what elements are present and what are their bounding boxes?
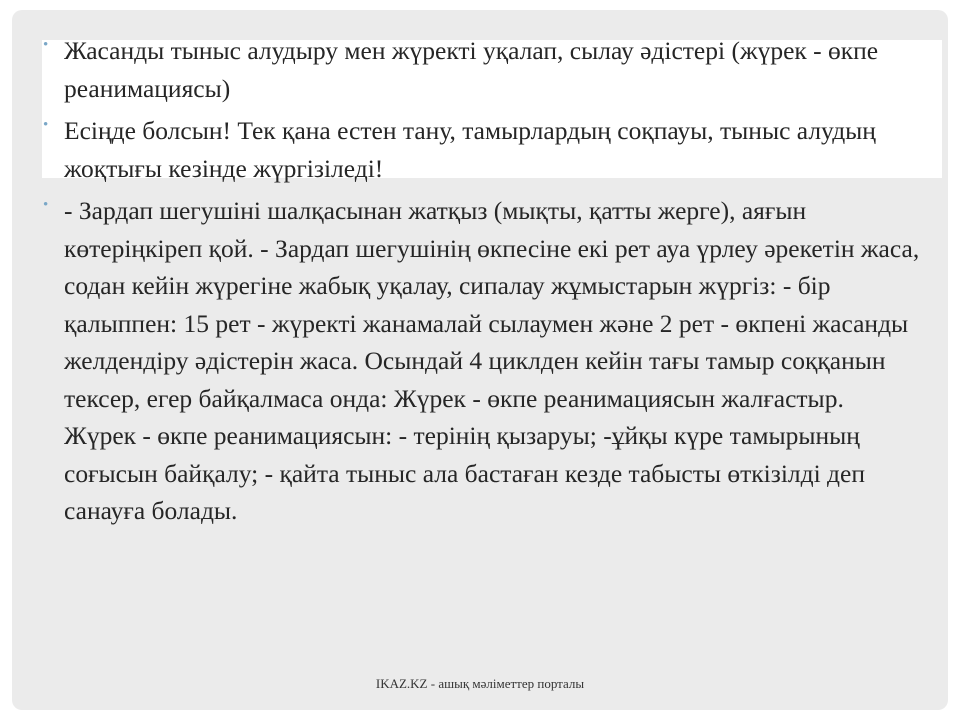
bullet-item-3 bbox=[42, 192, 922, 530]
bullet-marker: • bbox=[43, 197, 49, 213]
bullet-list bbox=[42, 32, 922, 535]
content-area bbox=[12, 10, 948, 710]
bullet-text-1: Жасанды тыныс алудыру мен жүректі уқалап, сылау әдістері (жүрек - өкпе реанимациясы) bbox=[64, 36, 879, 103]
bullet-text-2: Есіңде болсын! Тек қана естен тану, тамырлардың соқпауы, тыныс алудың жоқтығы кезінде жүргізіледі! bbox=[64, 116, 876, 183]
bullet-item-2 bbox=[42, 112, 922, 187]
slide-content-panel bbox=[12, 10, 948, 710]
bullet-marker: • bbox=[43, 37, 49, 53]
bullet-text-3: - Зардап шегушіні шалқасынан жатқыз (мықты, қатты жерге), аяғын көтеріңкіреп қой. - Зардап шегушінің өкпесіне екі рет ауа үрлеу әрекетін жаса, содан кейін жүрегіне жабық уқалау, сипалау жұмыстарын жүргіз: - бір қалыппен: 15 рет - жүректі жанамалай сылаумен және 2 рет - өкпені жасанды желдендіру әдістерін жаса. Осындай 4 циклден кейін тағы тамыр соққанын тексер, егер байқалмаса онда: Жүрек - өкпе реанимациясын жалғастыр. Жүрек - өкпе реанимациясын: - терінің қызаруы; -ұйқы күре тамырының соғысын байқалу; - қайта тыныс ала бастаған кезде табысты өткізілді деп санауға болады. bbox=[64, 196, 920, 525]
footer-text: IKAZ.KZ - ашық мәліметтер порталы bbox=[375, 676, 585, 691]
bullet-marker: • bbox=[43, 117, 49, 133]
bullet-item-1 bbox=[42, 32, 922, 107]
